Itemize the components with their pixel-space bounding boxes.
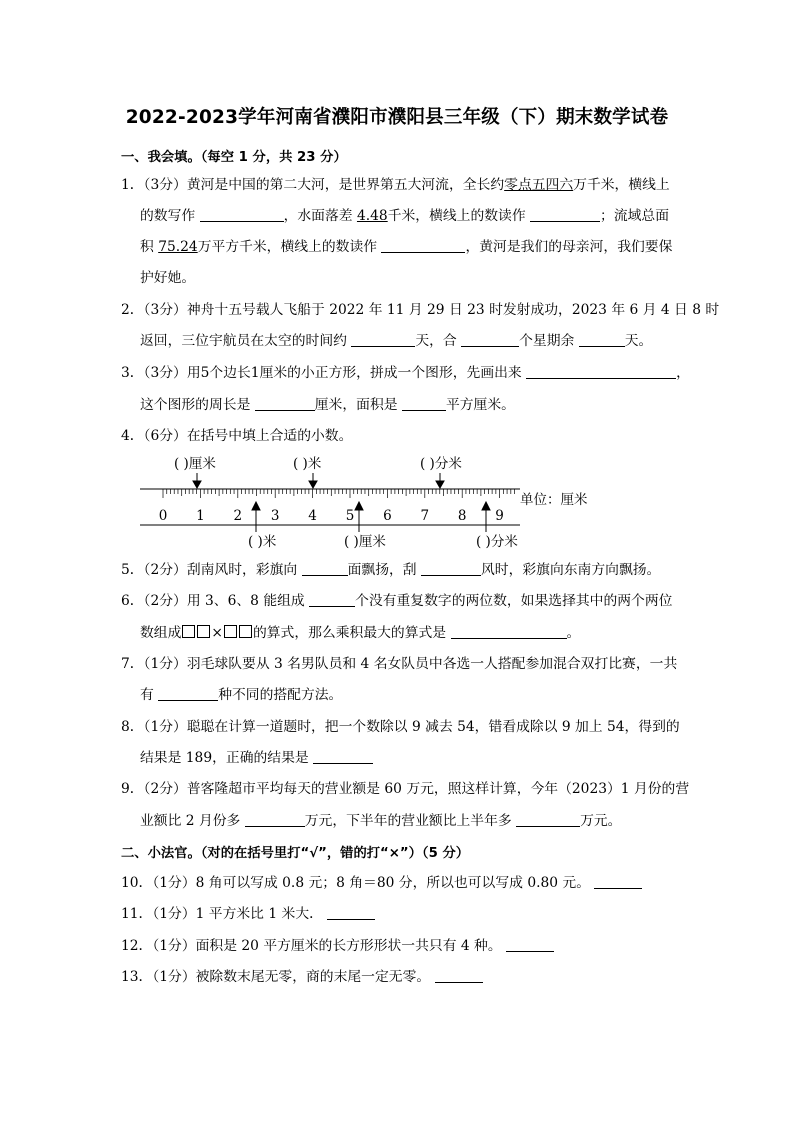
q3-text: ， <box>676 365 690 381</box>
ruler-number: 8 <box>457 508 467 524</box>
answer-blank[interactable] <box>302 561 348 576</box>
q8-line-2 <box>140 749 373 767</box>
q1-text: 1．（3分）黄河是中国的第二大河，是世界第五大河流，全长约 <box>121 177 505 193</box>
digit-box <box>224 625 237 638</box>
q1-line-4: 护好她。 <box>140 270 196 286</box>
answer-blank[interactable] <box>526 364 676 379</box>
q1-text: 万千米，横线上 <box>573 177 670 193</box>
answer-blank[interactable] <box>381 238 465 253</box>
answer-blank[interactable] <box>530 207 600 222</box>
q1-underlined-number: 75.24 <box>158 239 198 255</box>
q12-text: 12．（1分）面积是 20 平方厘米的长方形形状一共只有 4 种。 <box>121 938 502 954</box>
answer-blank[interactable] <box>451 624 567 639</box>
q11-text: 11．（1分）1 平方米比 1 米大． <box>121 906 323 922</box>
q10-text: 10．（1分）8 角可以写成 0.8 元；8 角＝80 分，所以也可以写成 0.80 元。 <box>121 875 591 891</box>
answer-blank[interactable] <box>594 874 642 889</box>
q13-text: 13．（1分）被除数末尾无零，商的末尾一定无零。 <box>121 969 431 985</box>
q7-text: 种不同的搭配方法。 <box>218 687 343 703</box>
q11-line <box>121 905 375 923</box>
q1-line-3 <box>140 238 672 256</box>
answer-blank[interactable] <box>309 592 355 607</box>
q6-text: 。 <box>566 625 581 641</box>
ruler-number: 1 <box>196 508 205 524</box>
q8-text: 结果是 189，正确的结果是 <box>140 750 309 766</box>
answer-blank[interactable] <box>579 332 625 347</box>
q3-text: 平方厘米。 <box>445 397 515 413</box>
ruler-diagram <box>130 450 630 555</box>
q7-text: 有 <box>140 687 154 703</box>
digit-box <box>182 625 195 638</box>
ruler-number: 2 <box>233 508 243 524</box>
ruler-unit-label: 单位：厘米 <box>520 492 588 508</box>
q7-line-2 <box>140 686 342 704</box>
q4-line-1: 4．（6分）在括号中填上合适的小数。 <box>121 428 353 444</box>
q9-text: 万元，下半年的营业额比上半年多 <box>304 813 512 829</box>
answer-blank[interactable] <box>506 937 554 952</box>
q1-underlined-number: 4.48 <box>356 208 388 224</box>
q5-text: 5．（2分）刮南风时，彩旗向 <box>121 562 298 578</box>
q1-text: ，水面落差 <box>283 208 353 224</box>
answer-blank[interactable] <box>327 905 375 920</box>
ruler-number: 4 <box>308 508 317 524</box>
q7-line-1: 7．（1分）羽毛球队要从 3 名男队员和 4 名女队员中各选一人搭配参加混合双打比赛，一共 <box>121 656 678 672</box>
answer-blank[interactable] <box>351 332 415 347</box>
q2-text: 天。 <box>624 333 653 349</box>
ruler-bottom-arrows <box>252 502 490 532</box>
q1-text: 万平方千米，横线上的数读作 <box>197 239 378 255</box>
q3-line-1 <box>121 364 690 382</box>
q2-text: 天，合 <box>415 333 457 349</box>
q5-line-1 <box>121 561 660 579</box>
q6-text: 的算式，那么乘积最大的算式是 <box>252 625 447 641</box>
ruler-number: 6 <box>383 508 392 524</box>
answer-blank[interactable] <box>421 561 481 576</box>
ruler-bottom-label: ( )米 <box>248 534 277 550</box>
q6-text: 数组成 <box>140 625 182 641</box>
q3-text: 厘米，面积是 <box>314 397 398 413</box>
answer-blank[interactable] <box>245 812 305 827</box>
q6-line-2 <box>140 624 580 642</box>
q9-line-1: 9．（2分）普客隆超市平均每天的营业额是 60 万元，照这样计算，今年（2023）1 月份的营 <box>121 781 690 797</box>
ruler-top-label: ( )分米 <box>420 456 462 472</box>
q1-text: 积 <box>140 239 154 255</box>
q6-text: × <box>211 625 223 641</box>
ruler-number: 9 <box>495 508 504 524</box>
ruler-number: 0 <box>158 508 168 524</box>
q9-line-2 <box>140 812 621 830</box>
q2-line-1: 2．（3分）神舟十五号载人飞船于 2022 年 11 月 29 日 23 时发射成功，2023 年 6 月 4 日 8 时 <box>121 302 720 318</box>
ruler-top-label: ( )米 <box>293 456 322 472</box>
ruler-ticks <box>163 489 515 498</box>
q3-text: 这个图形的周长是 <box>140 397 251 413</box>
ruler-top-arrows <box>193 473 444 488</box>
q1-text: 的数写作 <box>140 208 196 224</box>
q2-text: 返回，三位宇航员在太空的时间约 <box>140 333 347 349</box>
answer-blank[interactable] <box>313 749 373 764</box>
answer-blank[interactable] <box>158 686 218 701</box>
q8-line-1: 8．（1分）聪聪在计算一道题时，把一个数除以 9 减去 54，错看成除以 9 加上 54，得到的 <box>121 719 680 735</box>
q10-line <box>121 874 642 892</box>
ruler-bottom-label: ( )分米 <box>476 534 518 550</box>
q13-line <box>121 968 483 986</box>
answer-blank[interactable] <box>435 968 483 983</box>
q5-text: 风时，彩旗向东南方向飘扬。 <box>480 562 661 578</box>
q1-text: 千米，横线上的数读作 <box>387 208 526 224</box>
digit-box <box>197 625 210 638</box>
q1-text: ，黄河是我们的母亲河，我们要保 <box>465 239 673 255</box>
q12-line <box>121 937 554 955</box>
q1-underlined-number: 零点五四六 <box>504 177 574 193</box>
answer-blank[interactable] <box>461 332 519 347</box>
ruler-number: 5 <box>345 508 355 524</box>
q1-line-1 <box>121 176 670 194</box>
ruler-number: 3 <box>270 508 280 524</box>
answer-blank[interactable] <box>516 812 580 827</box>
q3-line-2 <box>140 396 515 414</box>
ruler-number: 7 <box>420 508 430 524</box>
answer-blank[interactable] <box>200 207 284 222</box>
q5-text: 面飘扬，刮 <box>347 562 417 578</box>
q9-text: 万元。 <box>580 813 622 829</box>
q9-text: 业额比 2 月份多 <box>140 813 241 829</box>
page-title: 2022-2023学年河南省濮阳市濮阳县三年级（下）期末数学试卷 <box>125 107 669 128</box>
q1-text: ；流域总面 <box>600 208 670 224</box>
q1-line-2 <box>140 207 669 225</box>
q6-text: 6．（2分）用 3、6、8 能组成 <box>121 593 305 609</box>
ruler-top-label: ( )厘米 <box>174 456 216 472</box>
answer-blank[interactable] <box>402 396 446 411</box>
section-heading-2: 二、小法官。（对的在括号里打“√”，错的打“×”）（5 分） <box>121 846 470 861</box>
answer-blank[interactable] <box>255 396 315 411</box>
q6-text: 个没有重复数字的两位数，如果选择其中的两个两位 <box>355 593 673 609</box>
ruler-bottom-label: ( )厘米 <box>344 534 386 550</box>
ruler-numbers <box>159 508 504 524</box>
q6-line-1 <box>121 592 672 610</box>
q2-text: 个星期余 <box>519 333 575 349</box>
q3-text: 3．（3分）用5个边长1厘米的小正方形，拼成一个图形，先画出来 <box>121 365 522 381</box>
digit-box <box>239 625 252 638</box>
section-heading-1: 一、我会填。（每空 1 分，共 23 分） <box>121 150 347 165</box>
q2-line-2 <box>140 332 652 350</box>
